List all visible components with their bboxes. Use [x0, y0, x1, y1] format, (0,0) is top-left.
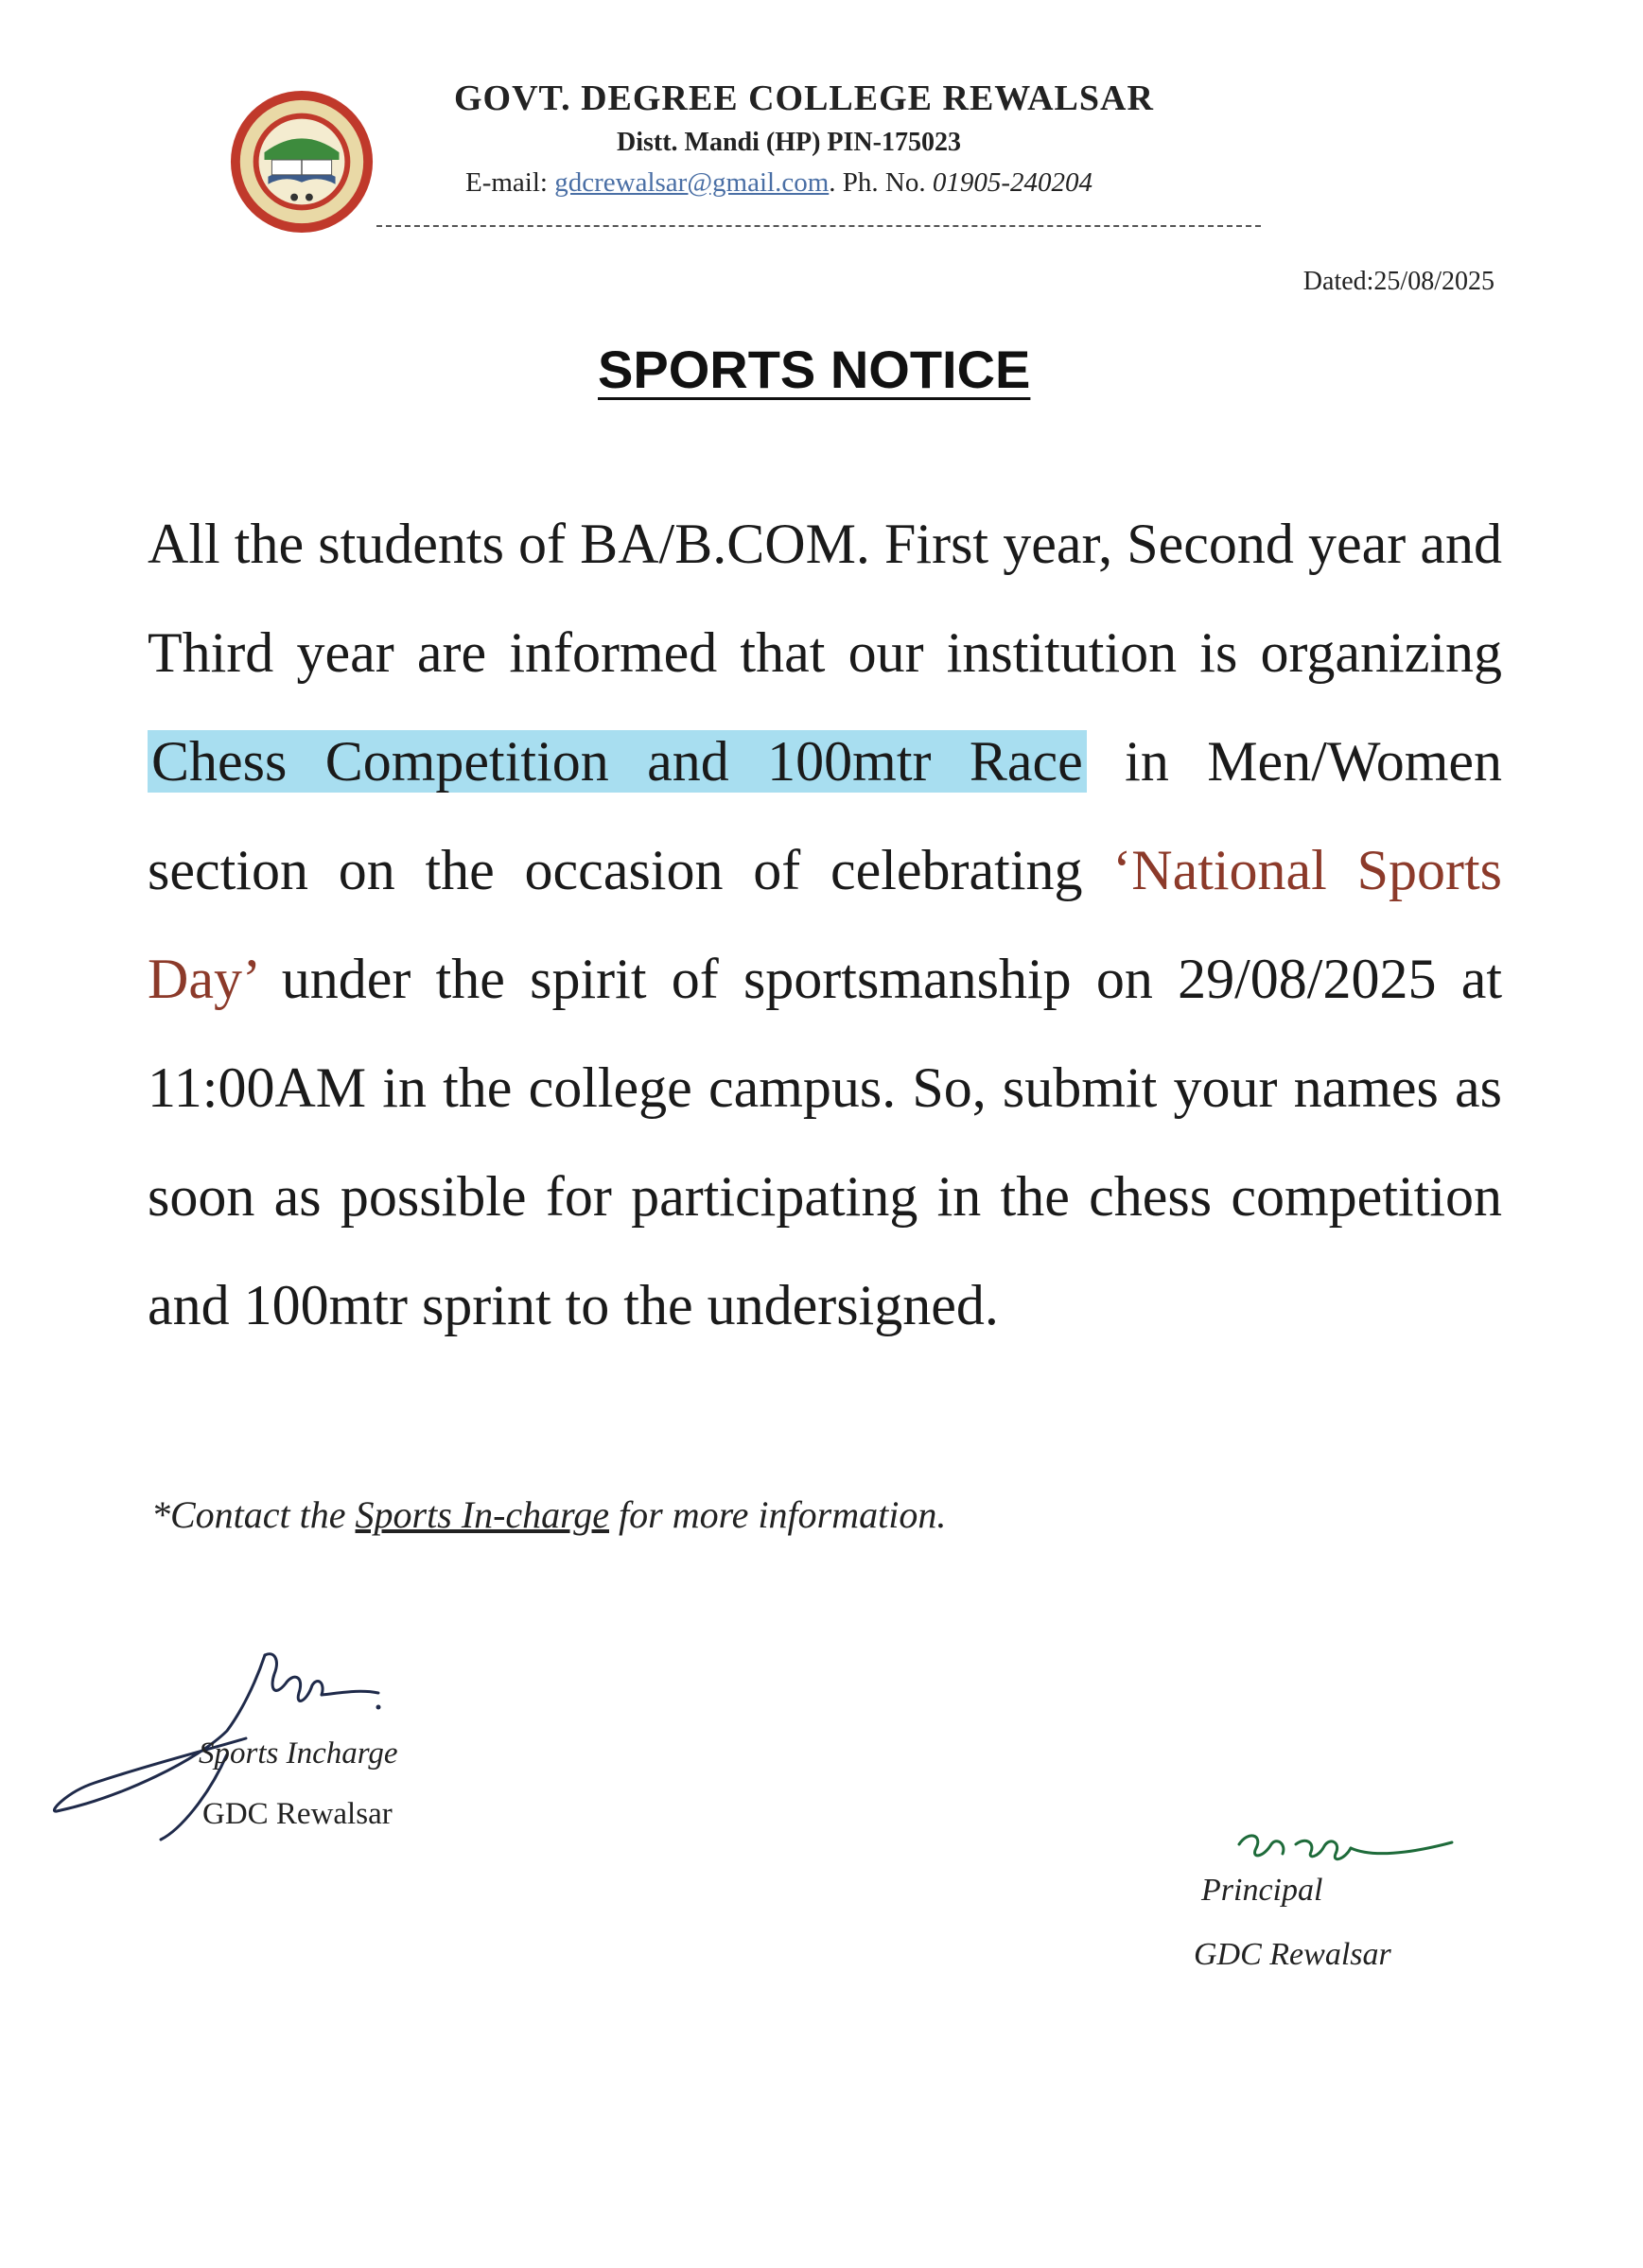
college-name: GOVT. DEGREE COLLEGE REWALSAR — [454, 79, 1154, 118]
contact-note-prefix: *Contact the — [151, 1493, 356, 1536]
principal-org: GDC Rewalsar — [1194, 1937, 1391, 1972]
notice-body — [148, 490, 1502, 1360]
phone-number: 01905-240204 — [932, 167, 1092, 198]
college-address: Distt. Mandi (HP) PIN-175023 — [617, 128, 961, 157]
body-part-2: in Men/Women section on the occasion of celebrating — [148, 730, 1502, 901]
body-part-1: All the students of BA/B.COM. First year, Second year and Third year are informed that our institution is organizing — [148, 513, 1502, 684]
body-part-3: under the spirit of sportsmanship on 29/08/2025 at 11:00AM in the college campus. So, submit your names as soon as possible for participating in the chess competition and 100mtr sprint to the undersigned. — [148, 948, 1502, 1336]
email-label: E-mail: — [465, 167, 555, 198]
highlighted-events: Chess Competition and 100mtr Race — [148, 730, 1087, 793]
event-name: ‘National Sports Day’ — [148, 839, 1502, 1010]
header-divider — [376, 225, 1261, 227]
email-link[interactable]: gdcrewalsar@gmail.com — [554, 167, 830, 198]
contact-note-suffix: for more information. — [609, 1493, 947, 1536]
principal-role: Principal — [1201, 1873, 1323, 1908]
phone-label: . Ph. No. — [829, 167, 933, 198]
sports-incharge-role: Sports Incharge — [199, 1736, 398, 1771]
college-emblem-icon — [227, 87, 376, 236]
sports-incharge-link: Sports In-charge — [355, 1493, 610, 1536]
contact-line — [465, 167, 1092, 199]
contact-note — [151, 1492, 946, 1537]
notice-date: Dated:25/08/2025 — [1302, 267, 1494, 296]
sports-incharge-org: GDC Rewalsar — [202, 1797, 393, 1831]
notice-title: SPORTS NOTICE — [598, 340, 1031, 399]
